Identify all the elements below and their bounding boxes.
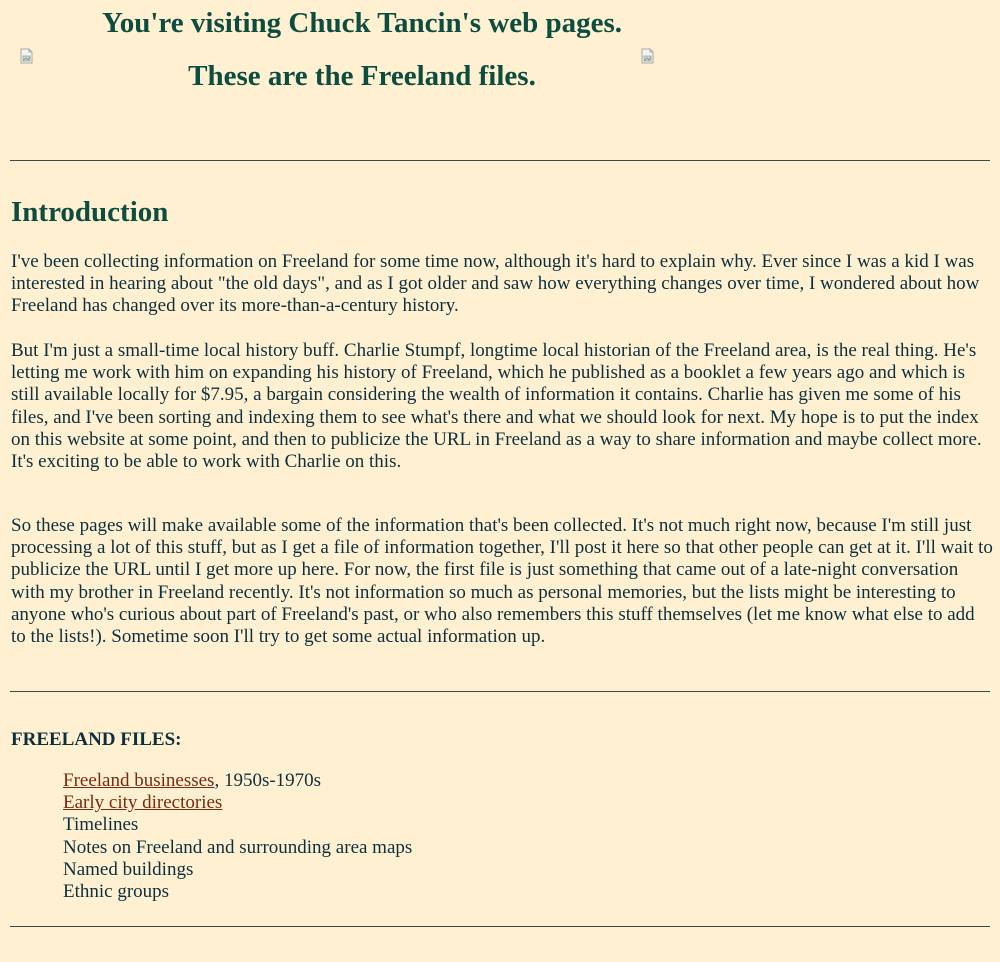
broken-image-icon [640,48,656,64]
list-item-suffix: , 1950s-1970s [214,770,322,791]
divider [10,691,990,692]
page-title-line2: These are the Freeland files. [188,60,536,92]
files-heading: FREELAND FILES: [11,729,182,750]
freeland-businesses-link[interactable]: Freeland businesses [63,770,215,791]
list-item: Notes on Freeland and surrounding area maps [63,836,413,858]
list-item: Named buildings [63,858,194,880]
broken-image-icon [19,48,35,64]
files-list [63,770,412,903]
list-item: Ethnic groups [63,881,170,903]
divider [10,926,990,927]
list-item: Timelines [63,814,139,836]
intro-paragraph: But I'm just a small-time local history buff. Charlie Stumpf, longtime local historian of the Freeland area, is the real thing. He's letting me work with him on expanding his history of Freeland, which he published as a booklet a few years ago and which is still available locally for $7.95, a bargain considering the wealth of information it contains. Charlie has given me some of his files, and I've been sorting and indexing them to see what's there and what we should look for next. My hope is to put the index on this website at some point, and then to publicize the URL in Freeland as a way to share information and maybe collect more. It's exciting to be able to work with Charlie on this. [11,340,982,473]
intro-paragraph: So these pages will make available some of the information that's been collected. It's not much right now, because I'm still just processing a lot of this stuff, but as I get a file of information together, I'll post it here so that other people can get at it. I'll wait to publicize the URL until I get more up here. For now, the first file is just something that came out of a late-night conversation with my brother in Freeland recently. It's not information so much as personal memories, but the lists might be interesting to anyone who's curious about part of Freeland's past, or who also remembers this stuff themselves (let me know what else to add to the lists!). Sometime soon I'll try to get some actual information up. [11,515,993,648]
page-title [92,6,632,94]
intro-paragraph: I've been collecting information on Freeland for some time now, although it's hard to explain why. Ever since I was a kid I was interested in hearing about "the old days", and as I got older and saw how everything changes over time, I wondered about how Freeland has changed over its more-than-a-century history. [11,251,980,317]
page-header [0,0,1000,140]
divider [10,160,990,161]
early-city-directories-link[interactable]: Early city directories [63,792,223,814]
list-item [63,792,412,814]
list-item [63,770,412,792]
intro-heading: Introduction [11,196,169,228]
page-title-line1: You're visiting Chuck Tancin's web pages. [102,7,622,39]
